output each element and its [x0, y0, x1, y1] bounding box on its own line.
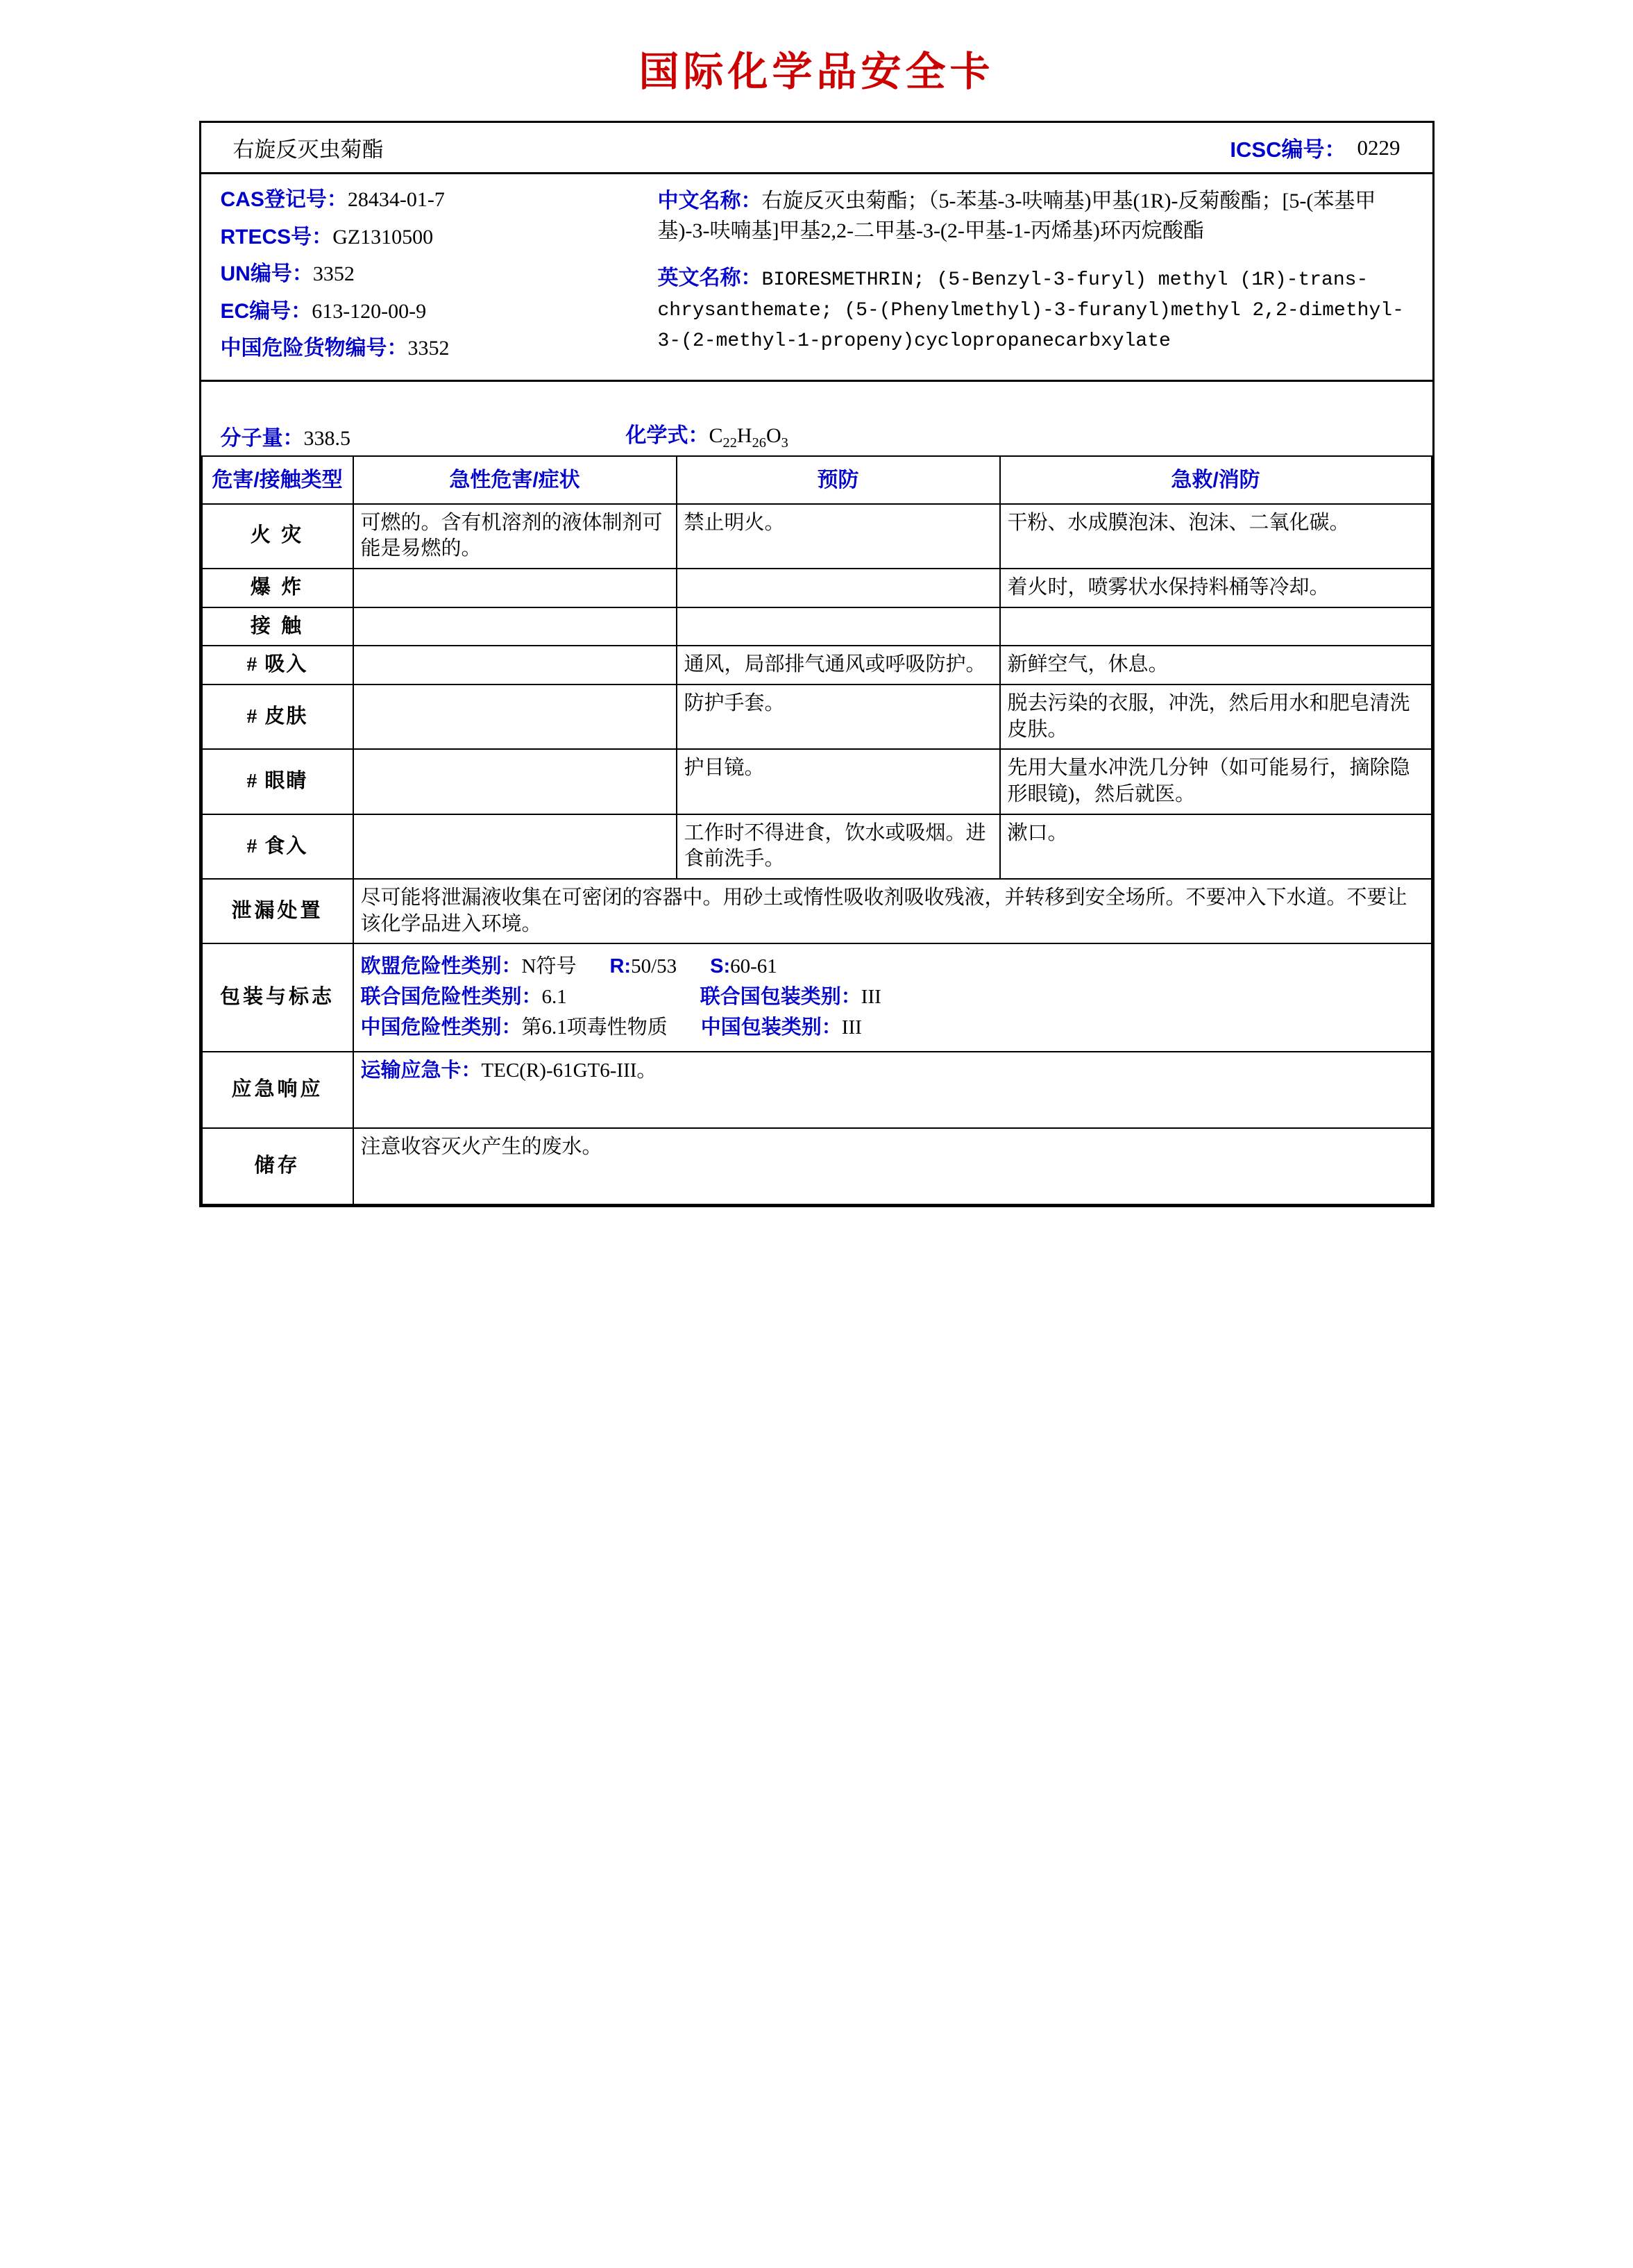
cas-label: CAS登记号：	[220, 188, 348, 211]
cell-prevention-inhalation: 通风，局部排气通风或呼吸防护。	[677, 646, 1000, 684]
card-header	[201, 123, 1432, 174]
un-class-line	[361, 984, 1424, 1011]
chinese-name-value: 右旋反灭虫菊酯；（5-苯基-3-呋喃基)甲基(1R)-反菊酸酯；[5-(苯基甲基)-3-呋喃基]甲基2,2-二甲基-3-(2-甲基-1-丙烯基)环丙烷酸酯	[657, 190, 1376, 242]
rtecs-row	[221, 224, 645, 251]
molecular-weight-value: 338.5	[303, 426, 350, 450]
row-category-inhalation: # 吸入	[202, 646, 353, 684]
storage-label: 储存	[202, 1128, 353, 1204]
cn-pack-label: 中国包装类别：	[700, 1016, 842, 1039]
rtecs-value: GZ1310500	[332, 225, 434, 249]
packaging-row	[202, 943, 1432, 1051]
row-category-skin: # 皮肤	[202, 684, 353, 749]
cn-class-line	[361, 1015, 1424, 1041]
emergency-label: 应急响应	[202, 1052, 353, 1128]
english-name-value: BIORESMETHRIN; (5-Benzyl-3-furyl) methyl (1R)-trans-chrysanthemate; (5-(Phenylmethyl)-3-furanyl)methyl 2,2-dimethyl-3-(2-methyl-1-propeny)cyclopropanecarbxylate	[657, 269, 1404, 352]
cas-row	[221, 187, 645, 213]
cell-prevention-eyes: 护目镜。	[677, 749, 1000, 814]
identification-block	[201, 174, 1432, 382]
cell-prevention-exposure	[677, 607, 1000, 646]
emergency-row	[202, 1052, 1432, 1128]
cell-symptoms-exposure	[353, 607, 677, 646]
english-name-label: 英文名称：	[657, 267, 762, 290]
cell-symptoms-fire: 可燃的。含有机溶剂的液体制剂可能是易燃的。	[353, 504, 677, 569]
cell-firstaid-skin: 脱去污染的衣服，冲洗，然后用水和肥皂清洗皮肤。	[1000, 684, 1432, 749]
spill-text: 尽可能将泄漏液收集在可密闭的容器中。用砂土或惰性吸收剂吸收残液，并转移到安全场所。不要冲入下水道。不要让该化学品进入环境。	[353, 879, 1432, 943]
cn-class-label: 中国危险性类别：	[360, 1016, 522, 1039]
spill-row	[202, 879, 1432, 943]
eu-class-value: N符号	[521, 955, 577, 978]
row-category-exposure: 接 触	[202, 607, 353, 646]
th-prevention: 预防	[677, 456, 1000, 504]
th-hazard-type: 危害/接触类型	[202, 456, 353, 504]
icsc-number-label: ICSC编号：	[1230, 137, 1346, 162]
table-row	[202, 749, 1432, 814]
un-label: UN编号：	[220, 262, 313, 285]
table-row	[202, 607, 1432, 646]
icsc-page	[0, 39, 1633, 2268]
cell-firstaid-inhalation: 新鲜空气，休息。	[1000, 646, 1432, 684]
table-row	[202, 814, 1432, 879]
row-category-eyes: # 眼睛	[202, 749, 353, 814]
hazard-table	[201, 455, 1432, 1205]
identifier-list	[201, 174, 645, 380]
cn-danger-row	[221, 335, 645, 362]
table-row	[202, 504, 1432, 569]
th-acute-hazards: 急性危害/症状	[353, 456, 677, 504]
un-pack-value: III	[861, 986, 881, 1009]
spill-label: 泄漏处置	[202, 879, 353, 943]
cell-firstaid-ingestion: 漱口。	[1000, 814, 1432, 879]
row-category-explosion: 爆 炸	[202, 569, 353, 607]
cell-symptoms-eyes	[353, 749, 677, 814]
eu-class-label: 欧盟危险性类别：	[360, 955, 522, 978]
molecular-weight-label: 分子量：	[220, 426, 304, 450]
un-class-value: 6.1	[541, 986, 567, 1009]
english-name-row	[658, 264, 1414, 355]
page-title: 国际化学品安全卡	[638, 49, 995, 94]
cn-class-value: 第6.1项毒性物质	[521, 1016, 668, 1039]
formula-block	[201, 418, 1432, 451]
th-first-aid: 急救/消防	[1000, 456, 1432, 504]
un-row	[221, 261, 645, 287]
transport-card-value: TEC(R)-61GT6-III。	[481, 1059, 657, 1082]
cell-symptoms-explosion	[353, 569, 677, 607]
un-value: 3352	[312, 262, 355, 285]
eu-class-line	[361, 954, 1424, 980]
transport-card-label: 运输应急卡：	[360, 1059, 482, 1082]
cell-symptoms-skin	[353, 684, 677, 749]
cn-danger-label: 中国危险货物编号：	[220, 337, 408, 360]
storage-text: 注意收容灭火产生的废水。	[353, 1128, 1432, 1204]
cell-symptoms-inhalation	[353, 646, 677, 684]
cell-firstaid-eyes: 先用大量水冲洗几分钟（如可能易行，摘除隐形眼镜)，然后就医。	[1000, 749, 1432, 814]
cn-danger-value: 3352	[407, 337, 450, 360]
emergency-content	[353, 1052, 1432, 1128]
ec-row	[221, 299, 645, 325]
packaging-content	[353, 943, 1432, 1051]
chemical-formula-row	[626, 418, 788, 451]
icsc-number-value: 0229	[1357, 135, 1401, 160]
packaging-label: 包装与标志	[202, 943, 353, 1051]
un-pack-label: 联合国包装类别：	[700, 986, 861, 1009]
rtecs-label: RTECS号：	[220, 225, 333, 249]
s-phrase-label: S:	[710, 955, 731, 978]
cell-firstaid-fire: 干粉、水成膜泡沫、泡沫、二氧化碳。	[1000, 504, 1432, 569]
cell-firstaid-exposure	[1000, 607, 1432, 646]
ec-label: EC编号：	[220, 299, 312, 323]
cell-prevention-ingestion: 工作时不得进食，饮水或吸烟。进食前洗手。	[677, 814, 1000, 879]
r-phrase-label: R:	[609, 955, 632, 978]
cell-firstaid-explosion: 着火时，喷雾状水保持料桶等冷却。	[1000, 569, 1432, 607]
chinese-name-label: 中文名称：	[657, 190, 762, 212]
chemical-formula-value: $C_{22}H_{26}O_3$	[709, 423, 788, 451]
chemical-formula-label: 化学式：	[625, 423, 709, 447]
un-class-label: 联合国危险性类别：	[360, 986, 542, 1009]
cell-prevention-explosion	[677, 569, 1000, 607]
row-category-ingestion: # 食入	[202, 814, 353, 879]
substance-name: 右旋反灭虫菊酯	[232, 137, 384, 162]
s-phrase-value: 60-61	[730, 955, 777, 978]
cell-symptoms-ingestion	[353, 814, 677, 879]
r-phrase-value: 50/53	[631, 955, 677, 978]
chinese-name-row	[658, 187, 1414, 246]
storage-row	[202, 1128, 1432, 1204]
molecular-weight-row	[201, 421, 626, 451]
table-header-row	[202, 456, 1432, 504]
table-row	[202, 646, 1432, 684]
cell-prevention-fire: 禁止明火。	[677, 504, 1000, 569]
cn-pack-value: III	[841, 1016, 862, 1039]
cas-value: 28434-01-7	[347, 188, 445, 211]
table-row	[202, 684, 1432, 749]
ec-value: 613-120-00-9	[312, 299, 427, 323]
cell-prevention-skin: 防护手套。	[677, 684, 1000, 749]
icsc-card	[199, 121, 1435, 1207]
names-block	[645, 174, 1432, 380]
row-category-fire: 火 灾	[202, 504, 353, 569]
table-row	[202, 569, 1432, 607]
